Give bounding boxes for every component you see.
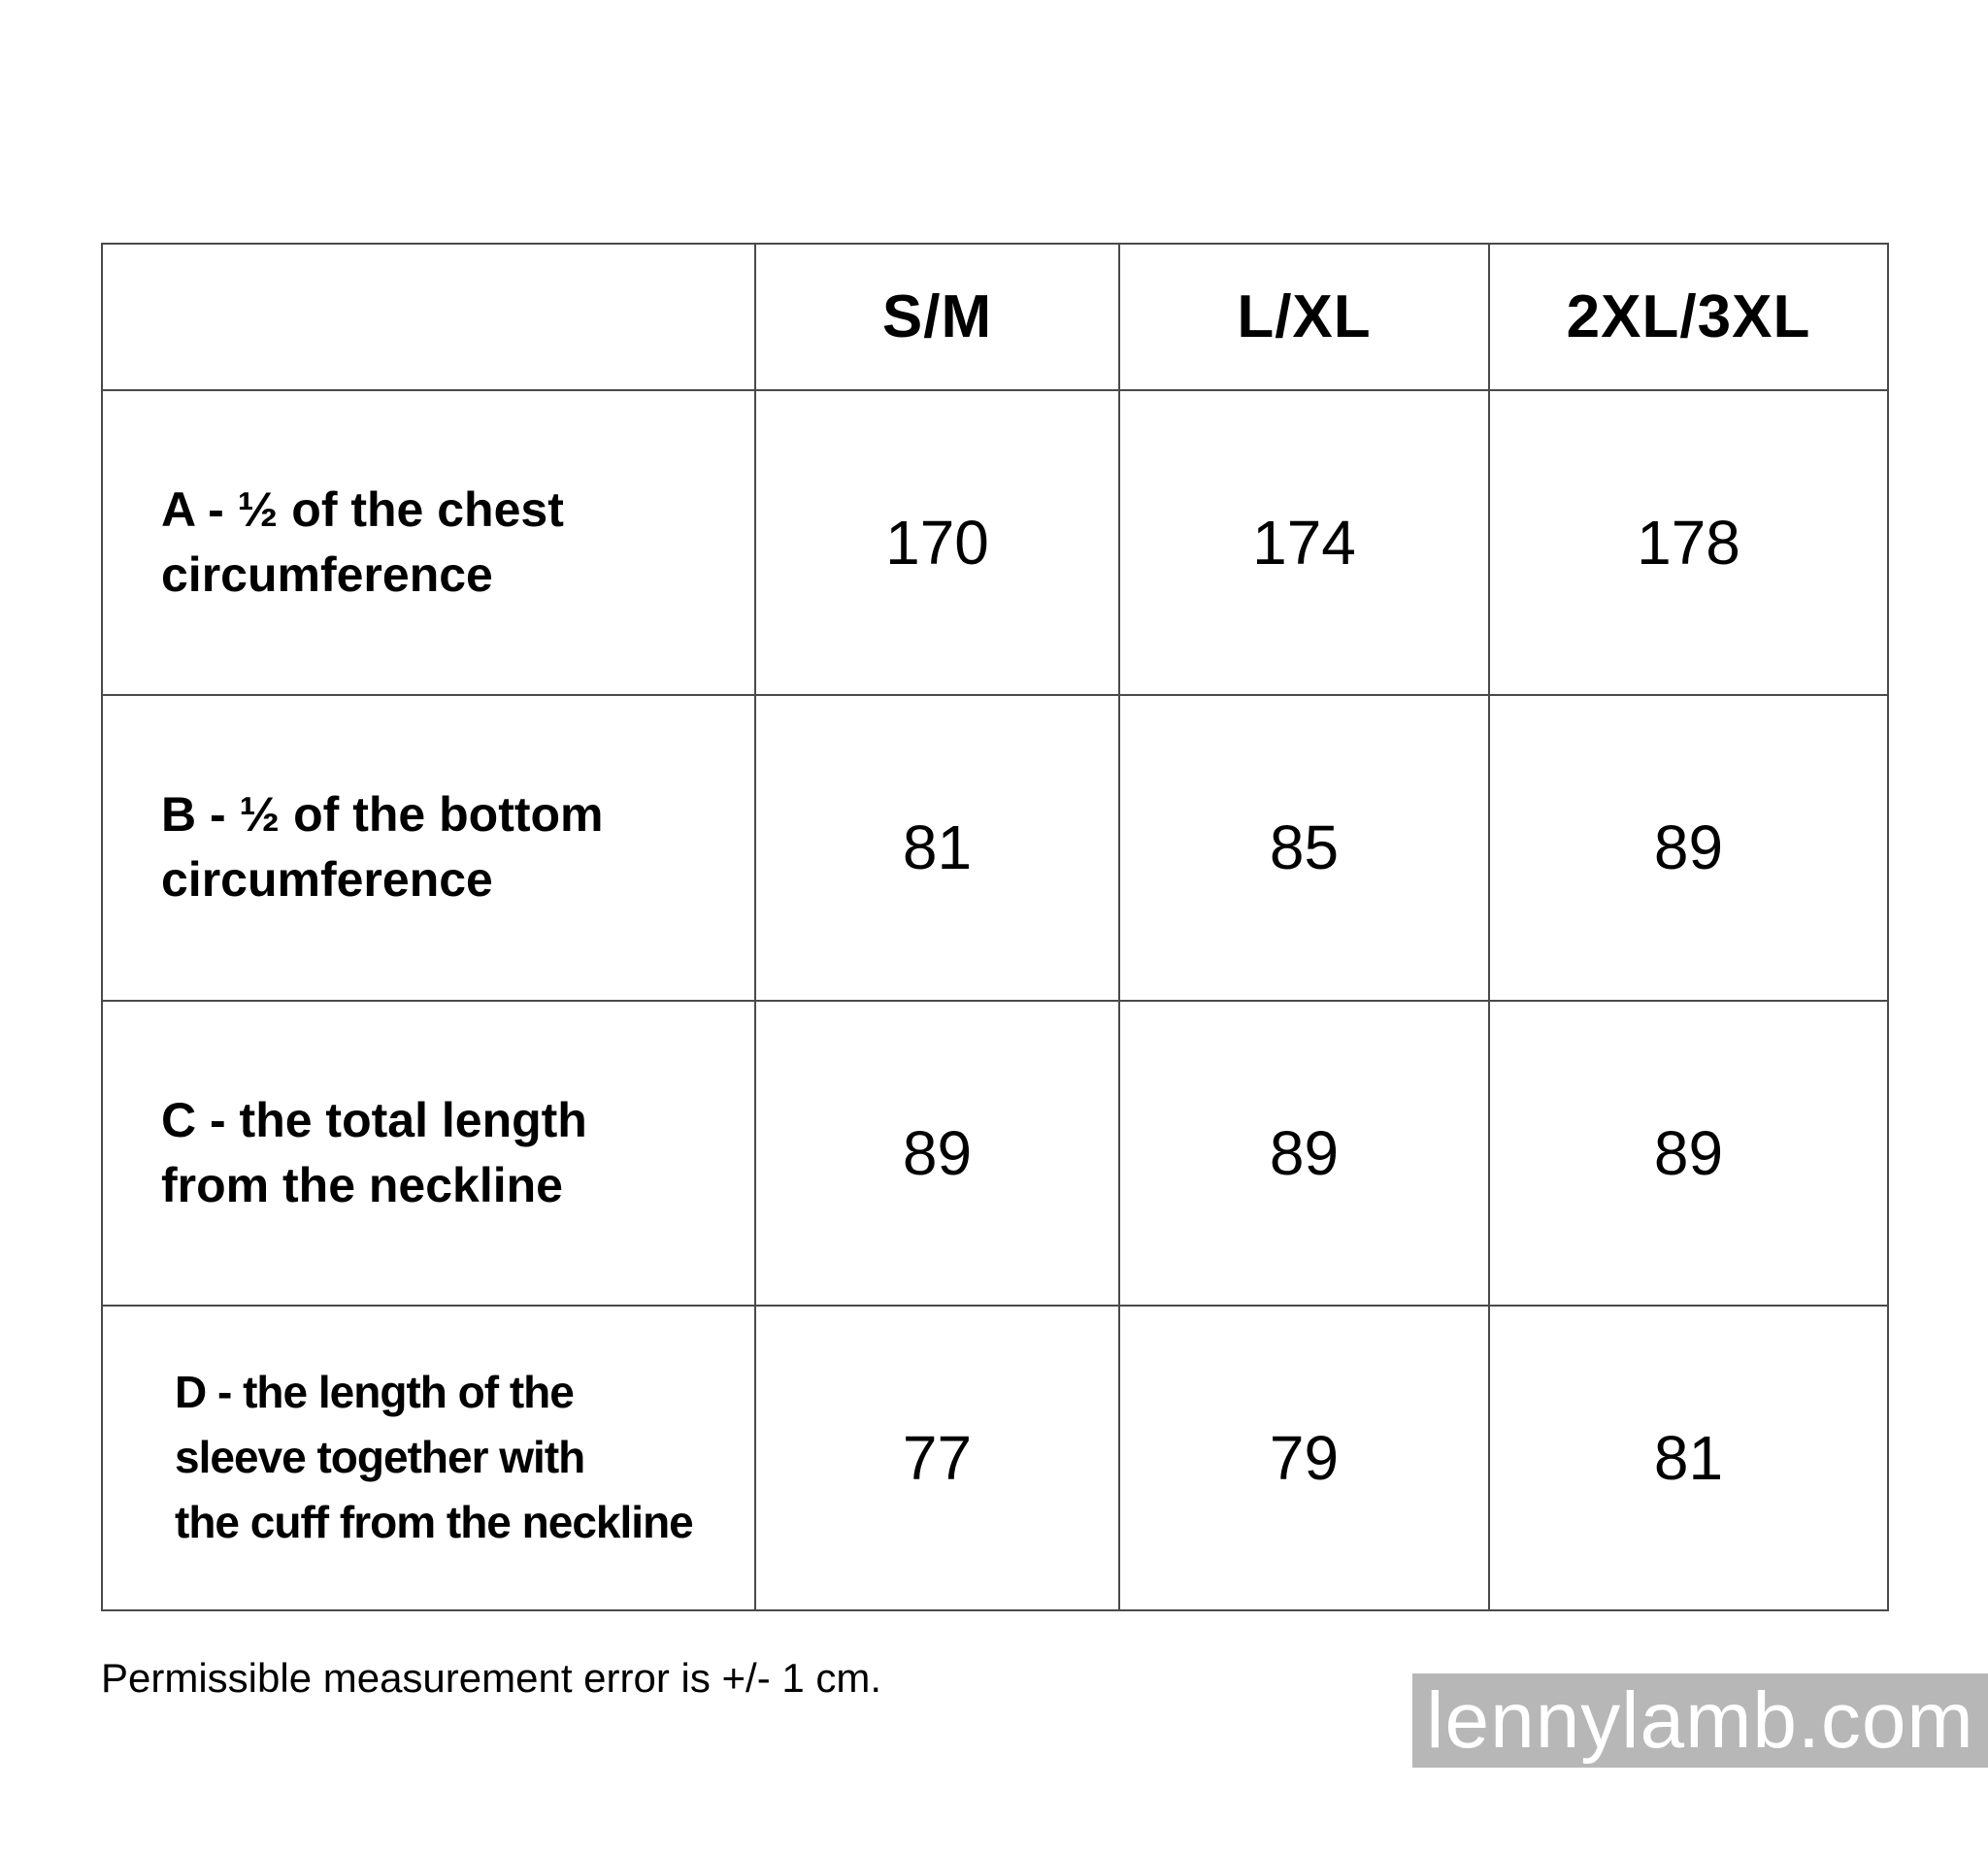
corner-cell <box>102 244 755 390</box>
value-cell: 79 <box>1119 1306 1489 1610</box>
header-row <box>102 244 1888 390</box>
value-cell: 85 <box>1119 695 1489 1000</box>
value-cell: 89 <box>1119 1001 1489 1306</box>
value-cell: 89 <box>1489 695 1888 1000</box>
table-row-a <box>102 390 1888 695</box>
value-cell: 81 <box>1489 1306 1888 1610</box>
value-cell: 174 <box>1119 390 1489 695</box>
value-cell: 81 <box>755 695 1119 1000</box>
row-label-sleeve-length: D - the length of the sleeve together with the cuff from the neckline <box>102 1306 755 1610</box>
value-cell: 89 <box>1489 1001 1888 1306</box>
row-label-total-length: C - the total length from the neckline <box>102 1001 755 1306</box>
size-header-lxl: L/XL <box>1119 244 1489 390</box>
size-header-2xl3xl: 2XL/3XL <box>1489 244 1888 390</box>
measurement-note: Permissible measurement error is +/- 1 cm. <box>101 1655 882 1701</box>
row-label-bottom: B - ½ of the bottom circumference <box>102 695 755 1000</box>
value-cell: 77 <box>755 1306 1119 1610</box>
size-chart-table <box>101 243 1889 1611</box>
value-cell: 170 <box>755 390 1119 695</box>
table-row-d <box>102 1306 1888 1610</box>
size-header-sm: S/M <box>755 244 1119 390</box>
value-cell: 89 <box>755 1001 1119 1306</box>
table-row-b <box>102 695 1888 1000</box>
value-cell: 178 <box>1489 390 1888 695</box>
row-label-chest: A - ½ of the chest circumference <box>102 390 755 695</box>
table-row-c <box>102 1001 1888 1306</box>
watermark-logo: lennylamb.com <box>1412 1673 1988 1768</box>
